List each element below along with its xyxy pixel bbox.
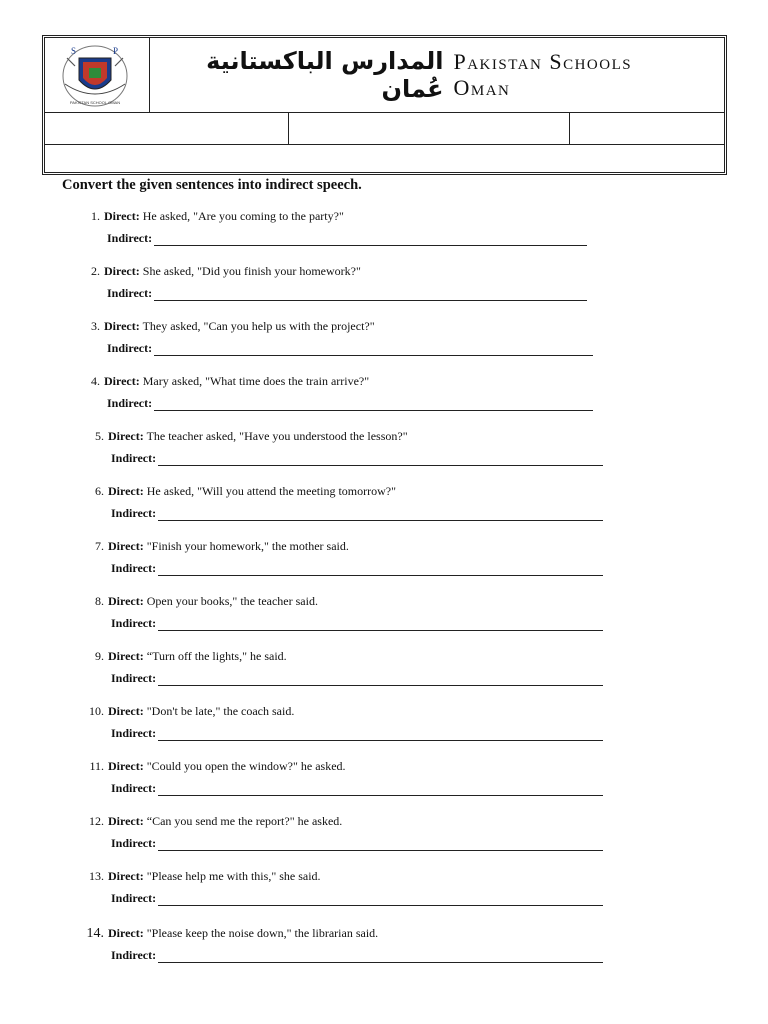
question-item	[80, 483, 396, 499]
question-item	[80, 703, 294, 719]
school-title	[151, 38, 724, 112]
direct-sentence: “Turn off the lights," he said.	[146, 649, 287, 663]
indirect-answer-row	[111, 890, 603, 906]
direct-label: Direct:	[108, 594, 144, 608]
school-header-table	[42, 35, 727, 175]
indirect-answer-row	[107, 285, 587, 301]
question-item	[80, 868, 321, 884]
indirect-answer-line[interactable]	[158, 673, 603, 686]
logo-motto: PAKISTAN SCHOOL OMAN	[69, 100, 121, 105]
question-number: 2.	[91, 264, 100, 278]
question-number: 8.	[95, 594, 104, 608]
direct-label: Direct:	[108, 869, 144, 883]
logo-letter-right: P	[113, 46, 119, 56]
direct-sentence: Open your books," the teacher said.	[146, 594, 318, 608]
indirect-answer-line[interactable]	[154, 233, 587, 246]
direct-sentence: "Could you open the window?" he asked.	[146, 759, 346, 773]
indirect-answer-row	[107, 395, 593, 411]
question-number: 6.	[95, 484, 104, 498]
indirect-answer-line[interactable]	[154, 398, 593, 411]
direct-label: Direct:	[108, 484, 144, 498]
question-item	[76, 318, 375, 334]
indirect-answer-row	[107, 340, 593, 356]
question-number: 4.	[91, 374, 100, 388]
indirect-answer-row	[111, 725, 603, 741]
indirect-answer-line[interactable]	[158, 453, 603, 466]
indirect-label: Indirect:	[111, 948, 157, 962]
indirect-label: Indirect:	[111, 726, 157, 740]
indirect-label: Indirect:	[107, 341, 153, 355]
question-number: 5.	[95, 429, 104, 443]
indirect-answer-line[interactable]	[158, 563, 603, 576]
header-field-name[interactable]	[45, 113, 289, 144]
question-item	[80, 428, 408, 444]
question-item	[80, 648, 287, 664]
school-logo-cell	[45, 38, 150, 112]
indirect-answer-line[interactable]	[154, 288, 587, 301]
logo-letter-left: S	[71, 46, 77, 56]
question-number: 10.	[89, 704, 104, 718]
indirect-answer-line[interactable]	[158, 893, 603, 906]
indirect-label: Indirect:	[107, 396, 153, 410]
question-number: 13.	[89, 869, 104, 883]
direct-sentence: "Don't be late," the coach said.	[146, 704, 295, 718]
indirect-answer-line[interactable]	[158, 618, 603, 631]
indirect-answer-row	[111, 450, 603, 466]
indirect-answer-row	[107, 230, 587, 246]
direct-sentence: He asked, "Are you coming to the party?"	[142, 209, 344, 223]
question-item	[80, 538, 349, 554]
indirect-answer-row	[111, 505, 603, 521]
direct-label: Direct:	[104, 374, 140, 388]
indirect-answer-row	[111, 780, 603, 796]
indirect-answer-line[interactable]	[158, 783, 603, 796]
header-blank-row[interactable]	[45, 145, 724, 172]
school-logo	[45, 38, 145, 112]
question-item	[80, 813, 342, 829]
indirect-answer-line[interactable]	[158, 508, 603, 521]
direct-label: Direct:	[108, 539, 144, 553]
question-item	[80, 758, 346, 774]
indirect-label: Indirect:	[111, 671, 157, 685]
indirect-label: Indirect:	[111, 836, 157, 850]
direct-sentence: She asked, "Did you finish your homework?"	[142, 264, 361, 278]
direct-sentence: "Please help me with this," she said.	[146, 869, 321, 883]
indirect-label: Indirect:	[111, 781, 157, 795]
direct-label: Direct:	[108, 704, 144, 718]
header-field-date[interactable]	[570, 113, 724, 144]
indirect-label: Indirect:	[107, 286, 153, 300]
direct-label: Direct:	[104, 264, 140, 278]
direct-label: Direct:	[104, 319, 140, 333]
direct-sentence: “Can you send me the report?" he asked.	[146, 814, 343, 828]
indirect-answer-line[interactable]	[154, 343, 593, 356]
question-number: 11.	[89, 759, 104, 773]
question-item	[80, 925, 378, 942]
school-title-english: Pakistan Schools Oman	[453, 49, 633, 100]
direct-label: Direct:	[104, 209, 140, 223]
header-field-class[interactable]	[289, 113, 570, 144]
question-number: 7.	[95, 539, 104, 553]
indirect-label: Indirect:	[111, 506, 157, 520]
question-number: 1.	[91, 209, 100, 223]
school-title-arabic: المدارس الباكستانية عُمان	[206, 47, 444, 103]
direct-label: Direct:	[108, 926, 144, 940]
question-item	[76, 373, 369, 389]
direct-label: Direct:	[108, 429, 144, 443]
indirect-label: Indirect:	[111, 561, 157, 575]
question-number: 12.	[89, 814, 104, 828]
indirect-answer-line[interactable]	[158, 728, 603, 741]
indirect-answer-row	[111, 835, 603, 851]
header-title-row	[45, 38, 724, 113]
worksheet-instructions: Convert the given sentences into indirect speech.	[62, 177, 362, 193]
direct-sentence: "Finish your homework," the mother said.	[146, 539, 349, 553]
indirect-answer-row	[111, 670, 603, 686]
indirect-label: Indirect:	[111, 616, 157, 630]
direct-sentence: "Please keep the noise down," the librarian said.	[146, 926, 379, 940]
indirect-answer-row	[111, 615, 603, 631]
direct-sentence: Mary asked, "What time does the train arrive?"	[142, 374, 370, 388]
header-info-row	[45, 113, 724, 145]
question-number: 14.	[86, 926, 104, 941]
indirect-label: Indirect:	[107, 231, 153, 245]
question-number: 9.	[95, 649, 104, 663]
direct-label: Direct:	[108, 649, 144, 663]
direct-label: Direct:	[108, 759, 144, 773]
direct-sentence: The teacher asked, "Have you understood the lesson?"	[146, 429, 408, 443]
question-item	[76, 263, 361, 279]
question-number: 3.	[91, 319, 100, 333]
direct-sentence: He asked, "Will you attend the meeting tomorrow?"	[146, 484, 397, 498]
indirect-answer-line[interactable]	[158, 838, 603, 851]
question-item	[76, 208, 344, 224]
indirect-answer-row	[111, 560, 603, 576]
question-item	[80, 593, 318, 609]
direct-label: Direct:	[108, 814, 144, 828]
direct-sentence: They asked, "Can you help us with the project?"	[142, 319, 375, 333]
indirect-answer-row	[111, 947, 603, 963]
indirect-label: Indirect:	[111, 451, 157, 465]
indirect-label: Indirect:	[111, 891, 157, 905]
indirect-answer-line[interactable]	[158, 950, 603, 963]
